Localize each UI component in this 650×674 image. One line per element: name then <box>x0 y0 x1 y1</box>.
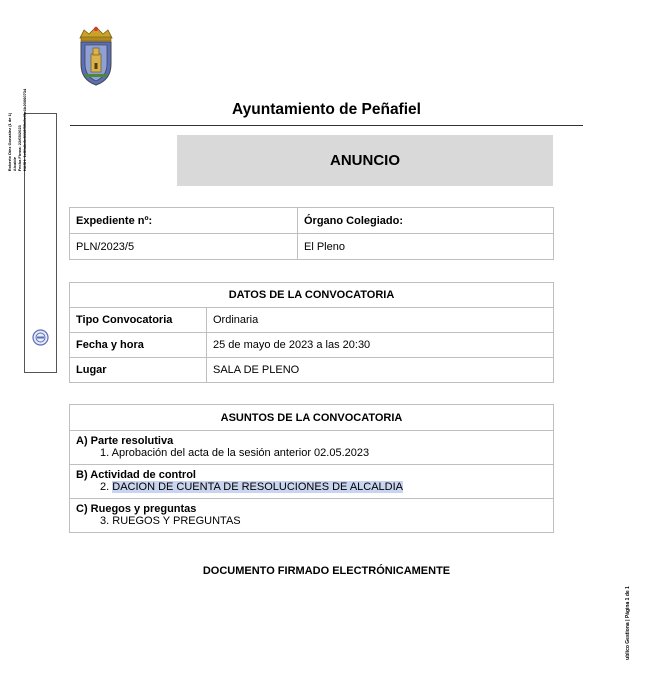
signature-date: Fecha Firma: 22/05/2023 <box>17 125 22 172</box>
table-header-row <box>70 283 554 308</box>
item-text-highlighted: DACION DE CUENTA DE RESOLUCIONES DE ALCALDIA <box>112 481 404 493</box>
signature-stamp-text <box>7 88 27 172</box>
table-row <box>70 208 554 234</box>
organo-label: Órgano Colegiado: <box>298 208 554 234</box>
expediente-label: Expediente nº: <box>70 208 298 234</box>
item-text: Aprobación del acta de la sesión anterior 02.05.2023 <box>111 447 370 459</box>
signed-notice: DOCUMENTO FIRMADO ELECTRÓNICAMENTE <box>202 565 451 577</box>
item-number: 3. <box>100 515 110 527</box>
tipo-value: Ordinaria <box>207 308 554 333</box>
list-item <box>76 447 547 460</box>
asuntos-title: ASUNTOS DE LA CONVOCATORIA <box>70 405 553 431</box>
item-number: 1. <box>100 447 110 459</box>
tipo-label: Tipo Convocatoria <box>70 308 207 333</box>
announcement-title: ANUNCIO <box>330 152 400 169</box>
verification-seal-icon <box>32 329 49 346</box>
section-title: C) Ruegos y preguntas <box>76 503 197 515</box>
asunto-section <box>70 431 553 465</box>
signer-name: Roberto Díez González (1 de 1) <box>7 112 12 172</box>
signature-hash: HASH: 1e8fa6c6c8116f39d0ef8e1b20060734 <box>22 88 27 172</box>
organization-title: Ayuntamiento de Peñafiel <box>232 101 421 118</box>
table-row <box>70 358 554 383</box>
fecha-value: 25 de mayo de 2023 a las 20:30 <box>207 333 554 358</box>
datos-title: DATOS DE LA CONVOCATORIA <box>70 283 554 308</box>
expediente-table <box>69 207 554 260</box>
asunto-section <box>70 465 553 499</box>
item-number: 2. <box>100 481 110 493</box>
right-margin-note <box>625 586 631 660</box>
lugar-value: SALA DE PLENO <box>207 358 554 383</box>
table-row <box>70 333 554 358</box>
asuntos-convocatoria-box <box>69 404 554 533</box>
table-row <box>70 308 554 333</box>
item-text: RUEGOS Y PREGUNTAS <box>112 515 241 527</box>
organo-value: El Pleno <box>298 234 554 260</box>
page-footer-text: ublico Gestiona | Página 1 de 1 <box>625 586 631 660</box>
asunto-section <box>70 499 553 532</box>
datos-convocatoria-table <box>69 282 554 383</box>
fecha-label: Fecha y hora <box>70 333 207 358</box>
expediente-value: PLN/2023/5 <box>70 234 298 260</box>
table-row <box>70 234 554 260</box>
lugar-label: Lugar <box>70 358 207 383</box>
coat-of-arms-logo <box>76 24 116 88</box>
list-item <box>76 481 547 494</box>
section-title: B) Actividad de control <box>76 469 196 481</box>
announcement-banner <box>177 135 553 186</box>
list-item <box>76 515 547 528</box>
title-divider <box>70 125 583 126</box>
section-title: A) Parte resolutiva <box>76 435 174 447</box>
signer-role: Alcalde <box>12 157 17 172</box>
